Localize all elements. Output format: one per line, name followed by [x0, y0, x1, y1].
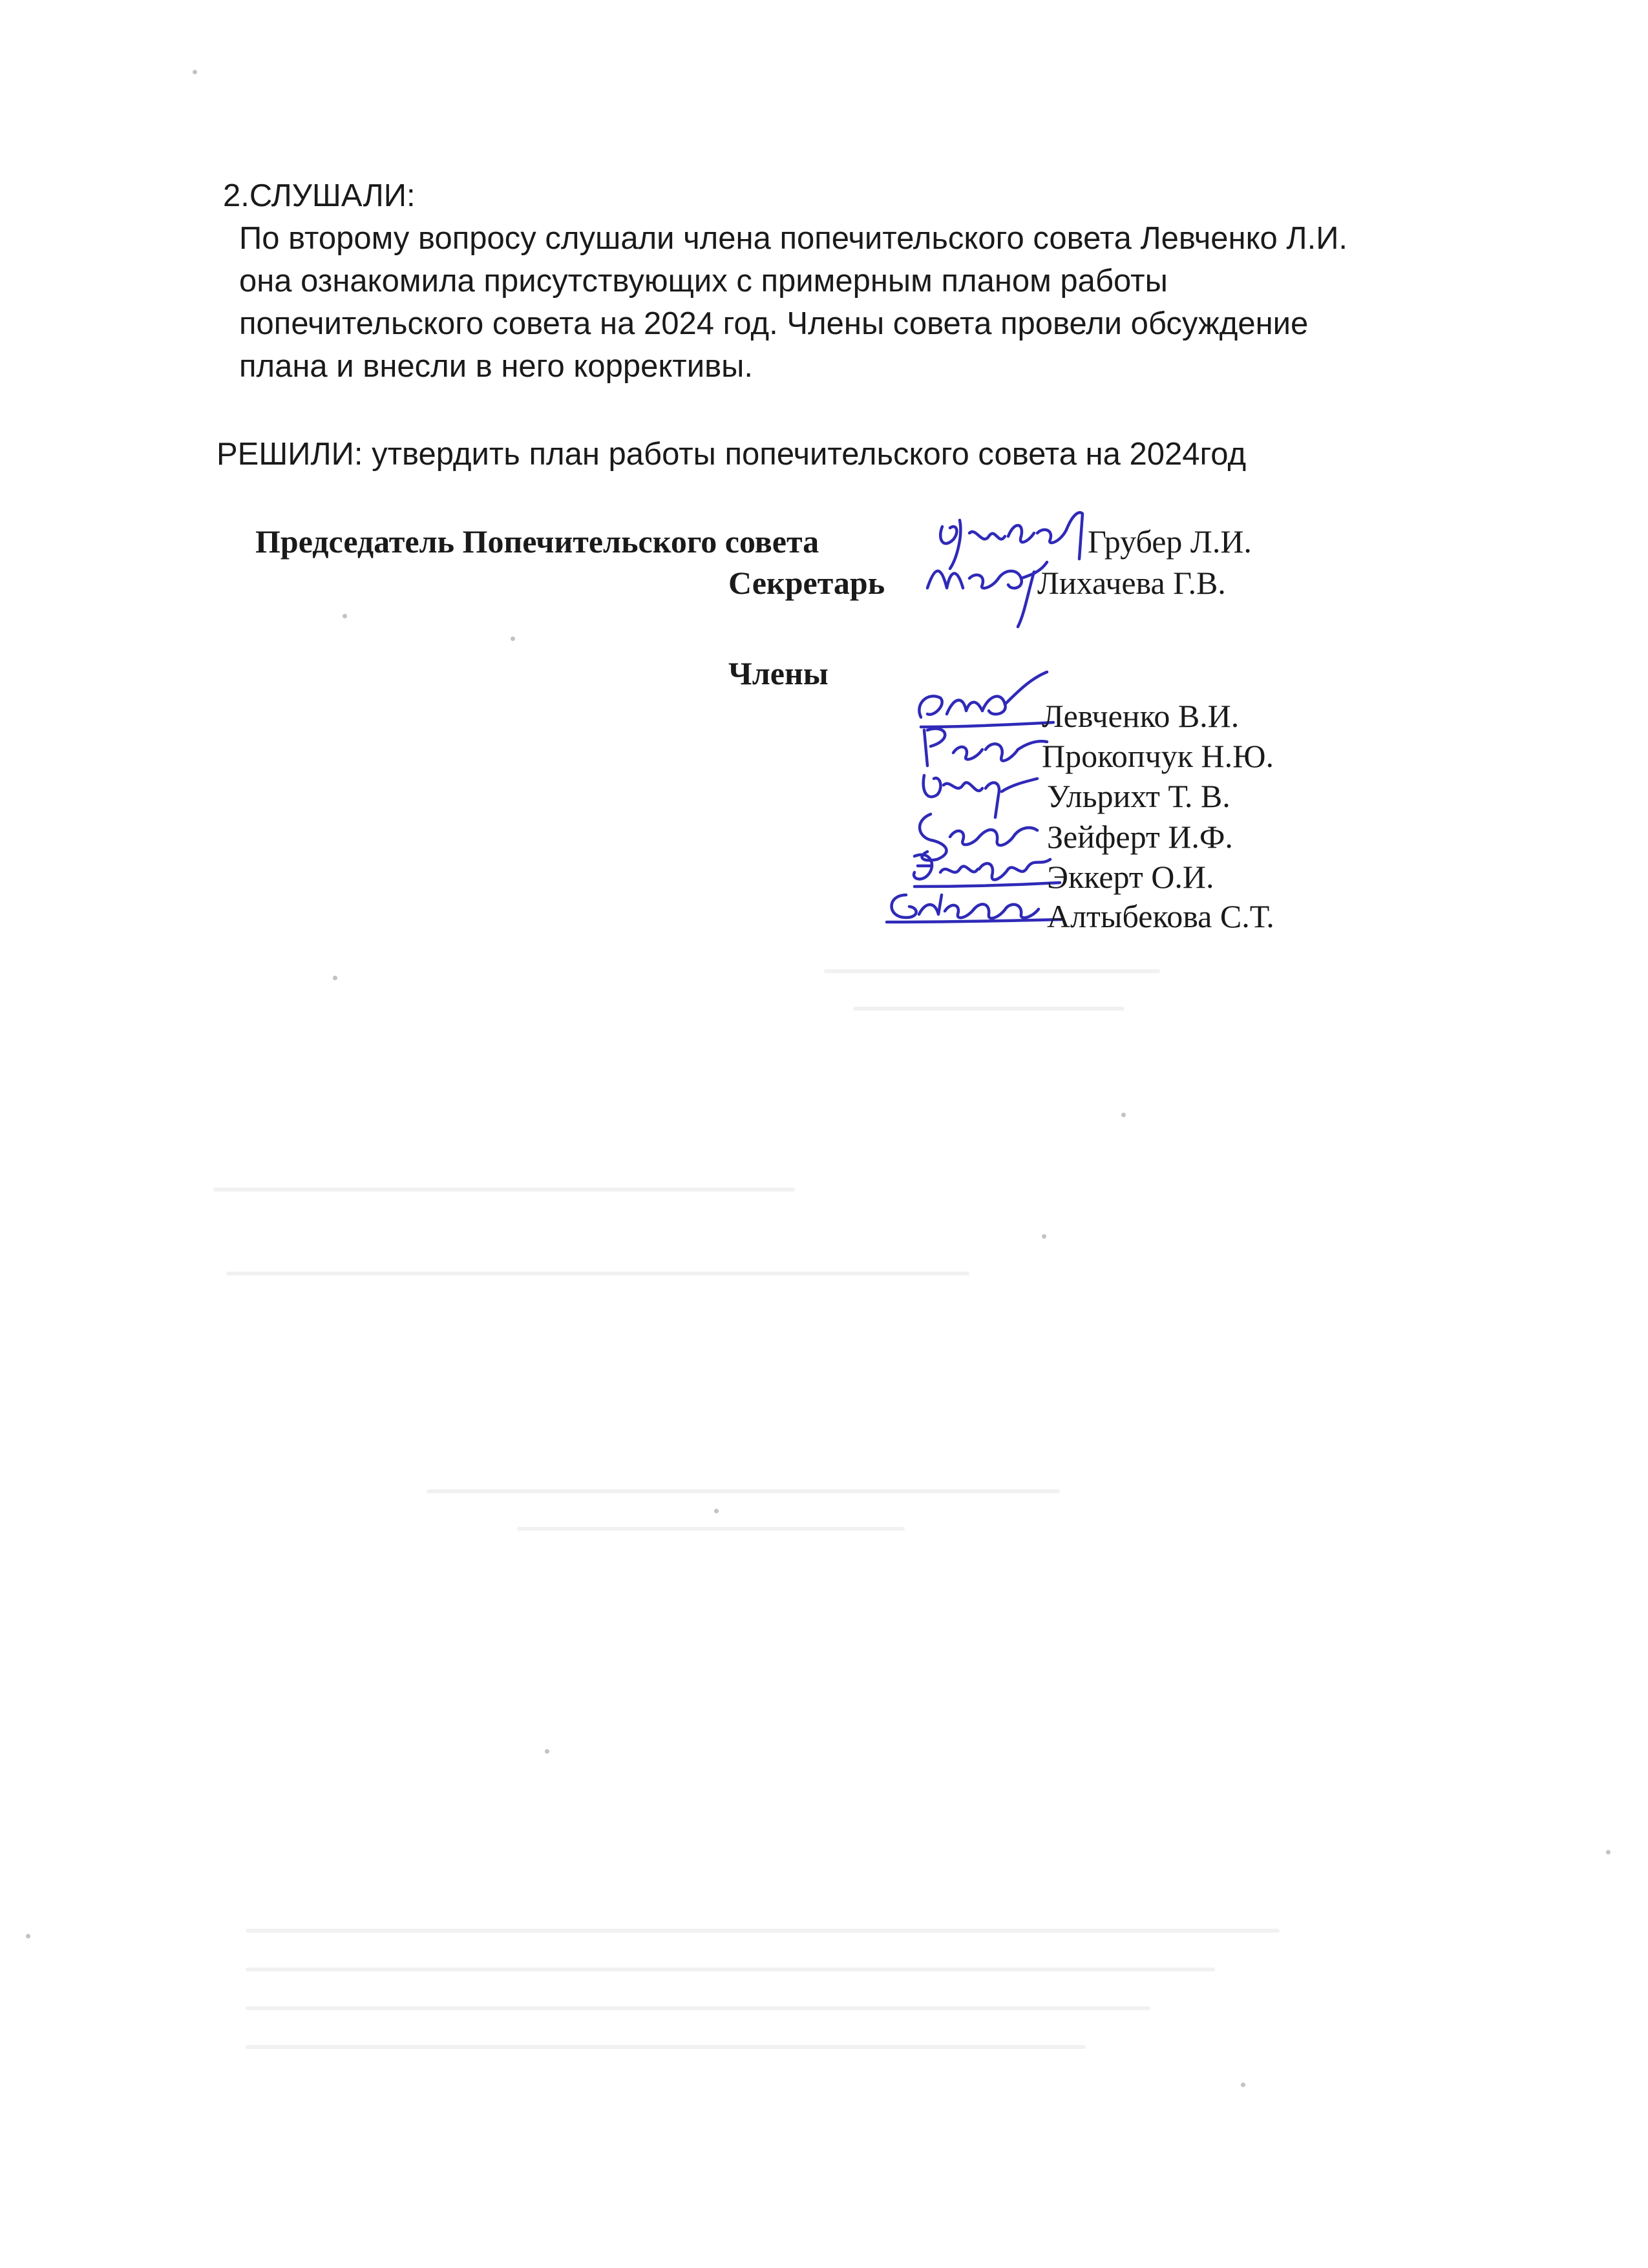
show-through-line [213, 1188, 795, 1192]
scan-speck [1241, 2083, 1245, 2087]
paragraph-line: плана и внесли в него коррективы. [239, 349, 753, 384]
secretary-name: Лихачева Г.В. [1037, 565, 1226, 601]
show-through-line [246, 1968, 1215, 1971]
member-name: Прокопчук Н.Ю. [1042, 738, 1274, 774]
scan-speck [511, 636, 515, 641]
scan-speck [343, 614, 347, 618]
member-name: Зейферт И.Ф. [1047, 819, 1233, 855]
scan-speck [1042, 1234, 1046, 1239]
scan-speck [333, 976, 337, 980]
scan-speck [545, 1749, 549, 1754]
members-title: Члены [728, 655, 829, 691]
paragraph-line: попечительского совета на 2024 год. Члены совета провели обсуждение [239, 306, 1309, 341]
scan-speck [714, 1509, 719, 1513]
show-through-line [246, 2006, 1150, 2010]
paragraph-line: она ознакомила присутствующих с примерным планом работы [239, 264, 1168, 299]
scan-speck [193, 70, 197, 74]
chair-name: Грубер Л.И. [1088, 523, 1252, 560]
section-heading: 2.СЛУШАЛИ: [223, 178, 416, 213]
show-through-line [246, 1929, 1280, 1933]
show-through-line [517, 1527, 905, 1531]
scan-speck [1121, 1113, 1126, 1117]
decision-line: РЕШИЛИ: утвердить план работы попечительского совета на 2024год [217, 437, 1247, 472]
secretary-title: Секретарь [728, 565, 885, 601]
member-signature [880, 882, 1068, 934]
member-name: Ульрихт Т. В. [1047, 778, 1231, 814]
paragraph-line: По второму вопросу слушали члена попечительского совета Левченко Л.И. [239, 221, 1348, 256]
show-through-line [824, 969, 1160, 973]
member-name: Алтыбекова С.Т. [1047, 898, 1274, 934]
show-through-line [246, 2045, 1086, 2049]
scan-speck [1606, 1850, 1611, 1854]
chair-title: Председатель Попечительского совета [255, 523, 819, 560]
member-name: Эккерт О.И. [1047, 859, 1214, 895]
member-name: Левченко В.И. [1042, 698, 1240, 734]
show-through-line [226, 1272, 969, 1276]
show-through-line [853, 1007, 1125, 1011]
scan-speck [26, 1934, 30, 1938]
show-through-line [427, 1489, 1060, 1493]
